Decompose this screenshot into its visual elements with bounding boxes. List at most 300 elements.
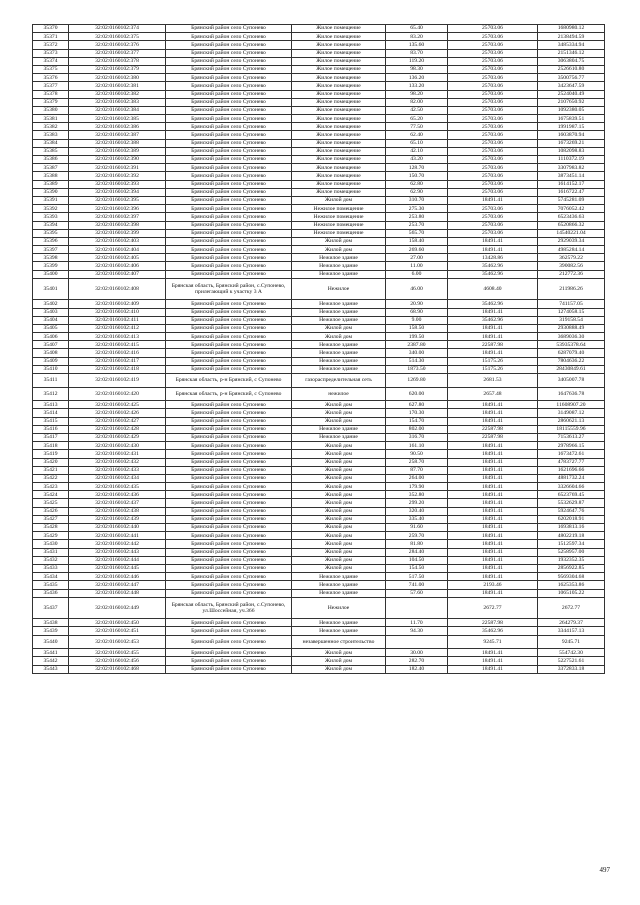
unit-value-cell: 18491.41: [448, 548, 538, 556]
unit-value-cell: 18491.41: [448, 564, 538, 572]
cadastral-number-cell: 32:02:0160102:377: [69, 49, 166, 57]
cadastral-value-cell: 5227521.61: [538, 657, 605, 665]
address-cell: Брянский район село Супонево: [166, 196, 292, 204]
area-cell: 802.00: [386, 425, 448, 433]
cadastral-number-cell: 32:02:0160102:397: [69, 213, 166, 221]
row-number-cell: 35420: [33, 458, 69, 466]
cadastral-number-cell: 32:02:0160102:456: [69, 657, 166, 665]
row-number-cell: 35424: [33, 491, 69, 499]
cadastral-number-cell: 32:02:0160102:420: [69, 387, 166, 401]
row-number-cell: 35433: [33, 564, 69, 572]
object-type-cell: Нежилое здание: [292, 262, 386, 270]
cadastral-number-cell: 32:02:0160102:443: [69, 548, 166, 556]
cadastral-number-cell: 32:02:0160102:381: [69, 82, 166, 90]
area-cell: 9.00: [386, 316, 448, 324]
object-type-cell: Нежилое здание: [292, 589, 386, 597]
area-cell: 98.20: [386, 90, 448, 98]
address-cell: Брянский район село Супонево: [166, 188, 292, 196]
object-type-cell: Нежилое здание: [292, 433, 386, 441]
unit-value-cell: 18491.41: [448, 401, 538, 409]
row-number-cell: 35436: [33, 589, 69, 597]
address-cell: Брянский район село Супонево: [166, 98, 292, 106]
cadastral-number-cell: 32:02:0160102:399: [69, 229, 166, 237]
table-row: [33, 308, 605, 316]
cadastral-number-cell: 32:02:0160102:442: [69, 540, 166, 548]
object-type-cell: Жилое помещение: [292, 131, 386, 139]
cadastral-number-cell: 32:02:0160102:453: [69, 635, 166, 649]
unit-value-cell: 13428.86: [448, 254, 538, 262]
address-cell: Брянский район село Супонево: [166, 156, 292, 164]
object-type-cell: Нежилое помещение: [292, 205, 386, 213]
address-cell: Брянский район село Супонево: [166, 417, 292, 425]
unit-value-cell: 18491.41: [448, 349, 538, 357]
table-row: [33, 74, 605, 82]
table-row: [33, 316, 605, 324]
cadastral-value-cell: 264279.37: [538, 619, 605, 627]
area-cell: 259.70: [386, 532, 448, 540]
table-row: [33, 341, 605, 349]
area-cell: 258.70: [386, 458, 448, 466]
address-cell: Брянский район село Супонево: [166, 425, 292, 433]
cadastral-value-cell: 1274058.15: [538, 308, 605, 316]
area-cell: 42.10: [386, 147, 448, 155]
cadastral-value-cell: 1092380.05: [538, 106, 605, 114]
object-type-cell: Жилое помещение: [292, 33, 386, 41]
unit-value-cell: 25703.06: [448, 139, 538, 147]
cadastral-number-cell: 32:02:0160102:433: [69, 466, 166, 474]
cadastral-value-cell: 3344157.13: [538, 627, 605, 635]
table-row: [33, 374, 605, 388]
cadastral-number-cell: 32:02:0160102:426: [69, 409, 166, 417]
area-cell: 199.50: [386, 333, 448, 341]
unit-value-cell: 25703.06: [448, 41, 538, 49]
row-number-cell: 35414: [33, 409, 69, 417]
object-type-cell: Жилое помещение: [292, 123, 386, 131]
area-cell: 299.20: [386, 499, 448, 507]
area-cell: 514.30: [386, 357, 448, 365]
unit-value-cell: 9245.71: [448, 635, 538, 649]
cadastral-number-cell: 32:02:0160102:388: [69, 139, 166, 147]
area-cell: 46.00: [386, 278, 448, 300]
area-cell: 627.80: [386, 401, 448, 409]
table-row: [33, 597, 605, 619]
row-number-cell: 35403: [33, 308, 69, 316]
cadastral-value-cell: 4985284.14: [538, 246, 605, 254]
table-row: [33, 450, 605, 458]
cadastral-number-cell: 32:02:0160102:403: [69, 237, 166, 245]
table-row: [33, 665, 605, 673]
object-type-cell: Жилое помещение: [292, 41, 386, 49]
address-cell: Брянский район село Супонево: [166, 316, 292, 324]
address-cell: Брянский район село Супонево: [166, 246, 292, 254]
table-row: [33, 532, 605, 540]
cadastral-value-cell: 319158.54: [538, 316, 605, 324]
area-cell: 154.50: [386, 564, 448, 572]
unit-value-cell: 25703.06: [448, 205, 538, 213]
cadastral-number-cell: 32:02:0160102:444: [69, 556, 166, 564]
object-type-cell: Жилой дом: [292, 442, 386, 450]
row-number-cell: 35442: [33, 657, 69, 665]
row-number-cell: 35422: [33, 474, 69, 482]
object-type-cell: Жилой дом: [292, 665, 386, 673]
address-cell: Брянская область, Брянский район, с.Супонево, прилегающий к участку 3 А: [166, 278, 292, 300]
unit-value-cell: 35462.96: [448, 627, 538, 635]
row-number-cell: 35431: [33, 548, 69, 556]
object-type-cell: Жилое помещение: [292, 188, 386, 196]
row-number-cell: 35440: [33, 635, 69, 649]
area-cell: 119.20: [386, 57, 448, 65]
table-row: [33, 33, 605, 41]
address-cell: Брянская область, Брянский район, с.Супонево, ул.Шоссейная, уч.366: [166, 597, 292, 619]
cadastral-value-cell: 741157.05: [538, 300, 605, 308]
area-cell: 128.70: [386, 164, 448, 172]
row-number-cell: 35378: [33, 90, 69, 98]
row-number-cell: 35400: [33, 270, 69, 278]
address-cell: Брянский район село Супонево: [166, 635, 292, 649]
unit-value-cell: 2681.53: [448, 374, 538, 388]
cadastral-value-cell: 5532629.87: [538, 499, 605, 507]
table-row: [33, 213, 605, 221]
area-cell: 264.00: [386, 474, 448, 482]
unit-value-cell: 18491.41: [448, 483, 538, 491]
unit-value-cell: 18491.41: [448, 409, 538, 417]
area-cell: 87.70: [386, 466, 448, 474]
cadastral-value-cell: 2107650.92: [538, 98, 605, 106]
row-number-cell: 35385: [33, 147, 69, 155]
row-number-cell: 35443: [33, 665, 69, 673]
cadastral-number-cell: 32:02:0160102:415: [69, 341, 166, 349]
area-cell: 65.10: [386, 139, 448, 147]
address-cell: Брянский район село Супонево: [166, 65, 292, 73]
cadastral-value-cell: 2151346.12: [538, 49, 605, 57]
object-type-cell: Нежилое: [292, 278, 386, 300]
object-type-cell: Жилое помещение: [292, 172, 386, 180]
address-cell: Брянский район село Супонево: [166, 433, 292, 441]
table-row: [33, 123, 605, 131]
cadastral-value-cell: 1065105.22: [538, 589, 605, 597]
table-row: [33, 417, 605, 425]
unit-value-cell: 18491.41: [448, 532, 538, 540]
cadastral-number-cell: 32:02:0160102:455: [69, 649, 166, 657]
row-number-cell: 35434: [33, 573, 69, 581]
object-type-cell: Жилое помещение: [292, 139, 386, 147]
cadastral-value-cell: 1673269.21: [538, 139, 605, 147]
object-type-cell: Жилой дом: [292, 409, 386, 417]
cadastral-value-cell: 2930888.49: [538, 324, 605, 332]
unit-value-cell: 18491.41: [448, 237, 538, 245]
address-cell: Брянский район село Супонево: [166, 499, 292, 507]
address-cell: Брянский район село Супонево: [166, 131, 292, 139]
cadastral-number-cell: 32:02:0160102:446: [69, 573, 166, 581]
cadastral-number-cell: 32:02:0160102:390: [69, 156, 166, 164]
table-row: [33, 300, 605, 308]
table-row: [33, 524, 605, 532]
address-cell: Брянский район село Супонево: [166, 147, 292, 155]
address-cell: Брянский район село Супонево: [166, 657, 292, 665]
cadastral-number-cell: 32:02:0160102:384: [69, 106, 166, 114]
cadastral-number-cell: 32:02:0160102:385: [69, 115, 166, 123]
area-cell: 20.90: [386, 300, 448, 308]
table-row: [33, 409, 605, 417]
row-number-cell: 35389: [33, 180, 69, 188]
row-number-cell: 35413: [33, 401, 69, 409]
address-cell: Брянский район село Супонево: [166, 324, 292, 332]
unit-value-cell: 18491.41: [448, 466, 538, 474]
unit-value-cell: 18491.41: [448, 246, 538, 254]
area-cell: 335.40: [386, 515, 448, 523]
cadastral-value-cell: 1616722.47: [538, 188, 605, 196]
address-cell: Брянский район село Супонево: [166, 466, 292, 474]
row-number-cell: 35381: [33, 115, 69, 123]
cadastral-number-cell: 32:02:0160102:417: [69, 357, 166, 365]
area-cell: 68.90: [386, 308, 448, 316]
object-type-cell: Жилое помещение: [292, 106, 386, 114]
cadastral-value-cell: 28430849.61: [538, 365, 605, 373]
area-cell: 65.40: [386, 25, 448, 33]
unit-value-cell: 25703.06: [448, 25, 538, 33]
table-row: [33, 82, 605, 90]
cadastral-number-cell: 32:02:0160102:374: [69, 25, 166, 33]
unit-value-cell: 18491.41: [448, 491, 538, 499]
object-type-cell: Нежилое здание: [292, 300, 386, 308]
address-cell: Брянский район село Супонево: [166, 401, 292, 409]
area-cell: 2387.80: [386, 341, 448, 349]
cadastral-number-cell: 32:02:0160102:405: [69, 254, 166, 262]
cadastral-number-cell: 32:02:0160102:387: [69, 131, 166, 139]
cadastral-number-cell: 32:02:0160102:427: [69, 417, 166, 425]
cadastral-value-cell: 18115559.96: [538, 425, 605, 433]
table-row: [33, 589, 605, 597]
area-cell: 82.00: [386, 98, 448, 106]
address-cell: Брянский район село Супонево: [166, 450, 292, 458]
table-row: [33, 466, 605, 474]
table-row: [33, 147, 605, 155]
row-number-cell: 35406: [33, 333, 69, 341]
address-cell: Брянский район село Супонево: [166, 172, 292, 180]
cadastral-number-cell: 32:02:0160102:425: [69, 401, 166, 409]
unit-value-cell: 25703.06: [448, 65, 538, 73]
address-cell: Брянский район село Супонево: [166, 491, 292, 499]
cadastral-value-cell: 6523769.45: [538, 491, 605, 499]
row-number-cell: 35386: [33, 156, 69, 164]
object-type-cell: Жилое помещение: [292, 115, 386, 123]
unit-value-cell: 18491.41: [448, 540, 538, 548]
cadastral-number-cell: 32:02:0160102:435: [69, 483, 166, 491]
area-cell: 284.40: [386, 548, 448, 556]
cadastral-number-cell: 32:02:0160102:411: [69, 316, 166, 324]
address-cell: Брянский район село Супонево: [166, 333, 292, 341]
unit-value-cell: 35462.96: [448, 300, 538, 308]
row-number-cell: 35415: [33, 417, 69, 425]
row-number-cell: 35376: [33, 74, 69, 82]
row-number-cell: 35408: [33, 349, 69, 357]
unit-value-cell: 25703.06: [448, 172, 538, 180]
table-row: [33, 635, 605, 649]
object-type-cell: Жилое помещение: [292, 57, 386, 65]
cadastral-value-cell: 1693813.16: [538, 524, 605, 532]
table-row: [33, 188, 605, 196]
row-number-cell: 35395: [33, 229, 69, 237]
table-row: [33, 657, 605, 665]
address-cell: Брянский район село Супонево: [166, 524, 292, 532]
table-row: [33, 278, 605, 300]
table-row: [33, 270, 605, 278]
unit-value-cell: 18491.41: [448, 649, 538, 657]
area-cell: 316.70: [386, 433, 448, 441]
table-row: [33, 106, 605, 114]
unit-value-cell: 2193.46: [448, 581, 538, 589]
address-cell: Брянский район село Супонево: [166, 665, 292, 673]
object-type-cell: нежилое: [292, 387, 386, 401]
area-cell: 6.00: [386, 270, 448, 278]
cadastral-value-cell: 3326604.66: [538, 483, 605, 491]
table-row: [33, 49, 605, 57]
address-cell: Брянский район село Супонево: [166, 573, 292, 581]
object-type-cell: Нежилое здание: [292, 349, 386, 357]
table-row: [33, 324, 605, 332]
unit-value-cell: 18491.41: [448, 499, 538, 507]
cadastral-value-cell: 2138494.59: [538, 33, 605, 41]
area-cell: 150.70: [386, 172, 448, 180]
row-number-cell: 35409: [33, 357, 69, 365]
object-type-cell: Жилое помещение: [292, 98, 386, 106]
cadastral-number-cell: 32:02:0160102:404: [69, 246, 166, 254]
object-type-cell: Жилой дом: [292, 556, 386, 564]
cadastral-value-cell: 3873451.14: [538, 172, 605, 180]
cadastral-value-cell: 3405007.78: [538, 374, 605, 388]
object-type-cell: Жилой дом: [292, 657, 386, 665]
cadastral-value-cell: 1673472.61: [538, 450, 605, 458]
object-type-cell: Нежилое здание: [292, 425, 386, 433]
object-type-cell: Жилое помещение: [292, 164, 386, 172]
unit-value-cell: 25703.06: [448, 98, 538, 106]
row-number-cell: 35416: [33, 425, 69, 433]
table-row: [33, 619, 605, 627]
cadastral-value-cell: 14540221.04: [538, 229, 605, 237]
table-row: [33, 491, 605, 499]
unit-value-cell: 25703.06: [448, 147, 538, 155]
cadastral-value-cell: 3423647.59: [538, 82, 605, 90]
address-cell: Брянский район село Супонево: [166, 237, 292, 245]
cadastral-number-cell: 32:02:0160102:451: [69, 627, 166, 635]
address-cell: Брянский район село Супонево: [166, 581, 292, 589]
area-cell: 11.70: [386, 619, 448, 627]
cadastral-value-cell: 9245.71: [538, 635, 605, 649]
area-cell: 83.20: [386, 33, 448, 41]
object-type-cell: Жилое помещение: [292, 147, 386, 155]
cadastral-value-cell: 390082.56: [538, 262, 605, 270]
row-number-cell: 35427: [33, 515, 69, 523]
unit-value-cell: 18491.41: [448, 657, 538, 665]
row-number-cell: 35423: [33, 483, 69, 491]
table-row: [33, 25, 605, 33]
cadastral-number-cell: 32:02:0160102:419: [69, 374, 166, 388]
cadastral-number-cell: 32:02:0160102:416: [69, 349, 166, 357]
unit-value-cell: 2657.48: [448, 387, 538, 401]
cadastral-value-cell: 6287079.40: [538, 349, 605, 357]
unit-value-cell: 22587.98: [448, 341, 538, 349]
address-cell: Брянский район село Супонево: [166, 74, 292, 82]
address-cell: Брянский район село Супонево: [166, 540, 292, 548]
area-cell: 275.30: [386, 205, 448, 213]
table-row: [33, 365, 605, 373]
table-row: [33, 649, 605, 657]
table-row: [33, 442, 605, 450]
cadastral-value-table: [32, 24, 605, 674]
object-type-cell: Жилое помещение: [292, 74, 386, 82]
cadastral-value-cell: 3063804.75: [538, 57, 605, 65]
row-number-cell: 35383: [33, 131, 69, 139]
address-cell: Брянский район село Супонево: [166, 556, 292, 564]
row-number-cell: 35439: [33, 627, 69, 635]
unit-value-cell: 22587.98: [448, 433, 538, 441]
area-cell: 161.10: [386, 442, 448, 450]
table-row: [33, 357, 605, 365]
object-type-cell: Жилой дом: [292, 324, 386, 332]
address-cell: Брянский район село Супонево: [166, 474, 292, 482]
area-cell: 1873.50: [386, 365, 448, 373]
row-number-cell: 35418: [33, 442, 69, 450]
unit-value-cell: 18491.41: [448, 515, 538, 523]
area-cell: 310.70: [386, 196, 448, 204]
table-row: [33, 115, 605, 123]
cadastral-value-cell: 3689036.30: [538, 333, 605, 341]
address-cell: Брянский район село Супонево: [166, 365, 292, 373]
address-cell: Брянский район село Супонево: [166, 619, 292, 627]
area-cell: 565.70: [386, 229, 448, 237]
address-cell: Брянский район село Супонево: [166, 57, 292, 65]
cadastral-number-cell: 32:02:0160102:382: [69, 90, 166, 98]
cadastral-number-cell: 32:02:0160102:376: [69, 41, 166, 49]
unit-value-cell: 4608.40: [448, 278, 538, 300]
row-number-cell: 35399: [33, 262, 69, 270]
row-number-cell: 35438: [33, 619, 69, 627]
address-cell: Брянский район село Супонево: [166, 270, 292, 278]
unit-value-cell: 25703.06: [448, 229, 538, 237]
row-number-cell: 35417: [33, 433, 69, 441]
cadastral-number-cell: 32:02:0160102:432: [69, 458, 166, 466]
object-type-cell: Нежилое: [292, 597, 386, 619]
unit-value-cell: 25703.06: [448, 180, 538, 188]
row-number-cell: 35382: [33, 123, 69, 131]
cadastral-value-cell: 3500756.77: [538, 74, 605, 82]
row-number-cell: 35411: [33, 374, 69, 388]
cadastral-number-cell: 32:02:0160102:395: [69, 196, 166, 204]
area-cell: 30.00: [386, 649, 448, 657]
row-number-cell: 35397: [33, 246, 69, 254]
unit-value-cell: 25703.06: [448, 123, 538, 131]
row-number-cell: 35428: [33, 524, 69, 532]
area-cell: 27.00: [386, 254, 448, 262]
row-number-cell: 35421: [33, 466, 69, 474]
cadastral-value-cell: 7153613.27: [538, 433, 605, 441]
cadastral-number-cell: 32:02:0160102:437: [69, 499, 166, 507]
table-row: [33, 507, 605, 515]
table-row: [33, 474, 605, 482]
table-row: [33, 164, 605, 172]
table-row: [33, 237, 605, 245]
address-cell: Брянский район село Супонево: [166, 349, 292, 357]
unit-value-cell: 25703.06: [448, 57, 538, 65]
area-cell: 11.00: [386, 262, 448, 270]
cadastral-value-cell: 6523436.63: [538, 213, 605, 221]
object-type-cell: Жилое помещение: [292, 25, 386, 33]
object-type-cell: Жилое помещение: [292, 65, 386, 73]
row-number-cell: 35429: [33, 532, 69, 540]
object-type-cell: Жилое помещение: [292, 49, 386, 57]
cadastral-number-cell: 32:02:0160102:386: [69, 123, 166, 131]
cadastral-number-cell: 32:02:0160102:383: [69, 98, 166, 106]
